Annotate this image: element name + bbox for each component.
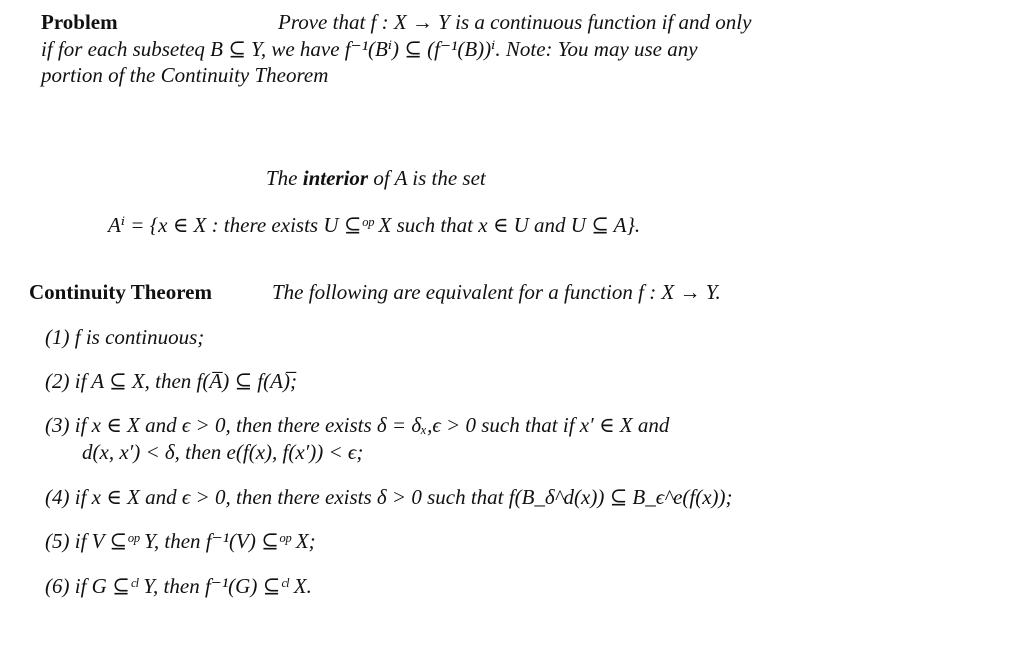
problem-line-1: Prove that f : X → Y is a continuous function if and only [278,10,752,34]
interior-term: interior [302,166,369,190]
theorem-item-6: (6) if G ⊆ᶜˡ Y, then f⁻¹(G) ⊆ᶜˡ X. [45,574,312,598]
interior-definition-intro [266,166,486,190]
interior-formula: Aⁱ = {x ∈ X : there exists U ⊆ᵒᵖ X such that x ∈ U and U ⊆ A}. [108,213,641,237]
theorem-item-3-continued: d(x, x′) < δ, then e(f(x), f(x′)) < ϵ; [82,440,364,464]
problem-line-2: if for each subseteq B ⊆ Y, we have f⁻¹(Bⁱ) ⊆ (f⁻¹(B))ⁱ. Note: You may use any [41,37,698,61]
theorem-item-1: (1) f is continuous; [45,325,205,349]
theorem-item-3: (3) if x ∈ X and ϵ > 0, then there exists δ = δₓ,ϵ > 0 such that if x′ ∈ X and [45,413,670,437]
theorem-item-5: (5) if V ⊆ᵒᵖ Y, then f⁻¹(V) ⊆ᵒᵖ X; [45,529,316,553]
interior-intro-post: of A is the set [368,166,486,190]
theorem-item-2: (2) if A ⊆ X, then f(A̅) ⊆ f(A)̅; [45,369,297,393]
problem-line-3: portion of the Continuity Theorem [41,63,329,87]
theorem-heading: Continuity Theorem [29,280,212,304]
theorem-statement: The following are equivalent for a function f : X → Y. [272,280,721,304]
interior-intro-pre: The [266,166,303,190]
theorem-item-4: (4) if x ∈ X and ϵ > 0, then there exists δ > 0 such that f(B_δ^d(x)) ⊆ B_ϵ^e(f(x)); [45,485,733,509]
problem-heading: Problem [41,10,118,34]
